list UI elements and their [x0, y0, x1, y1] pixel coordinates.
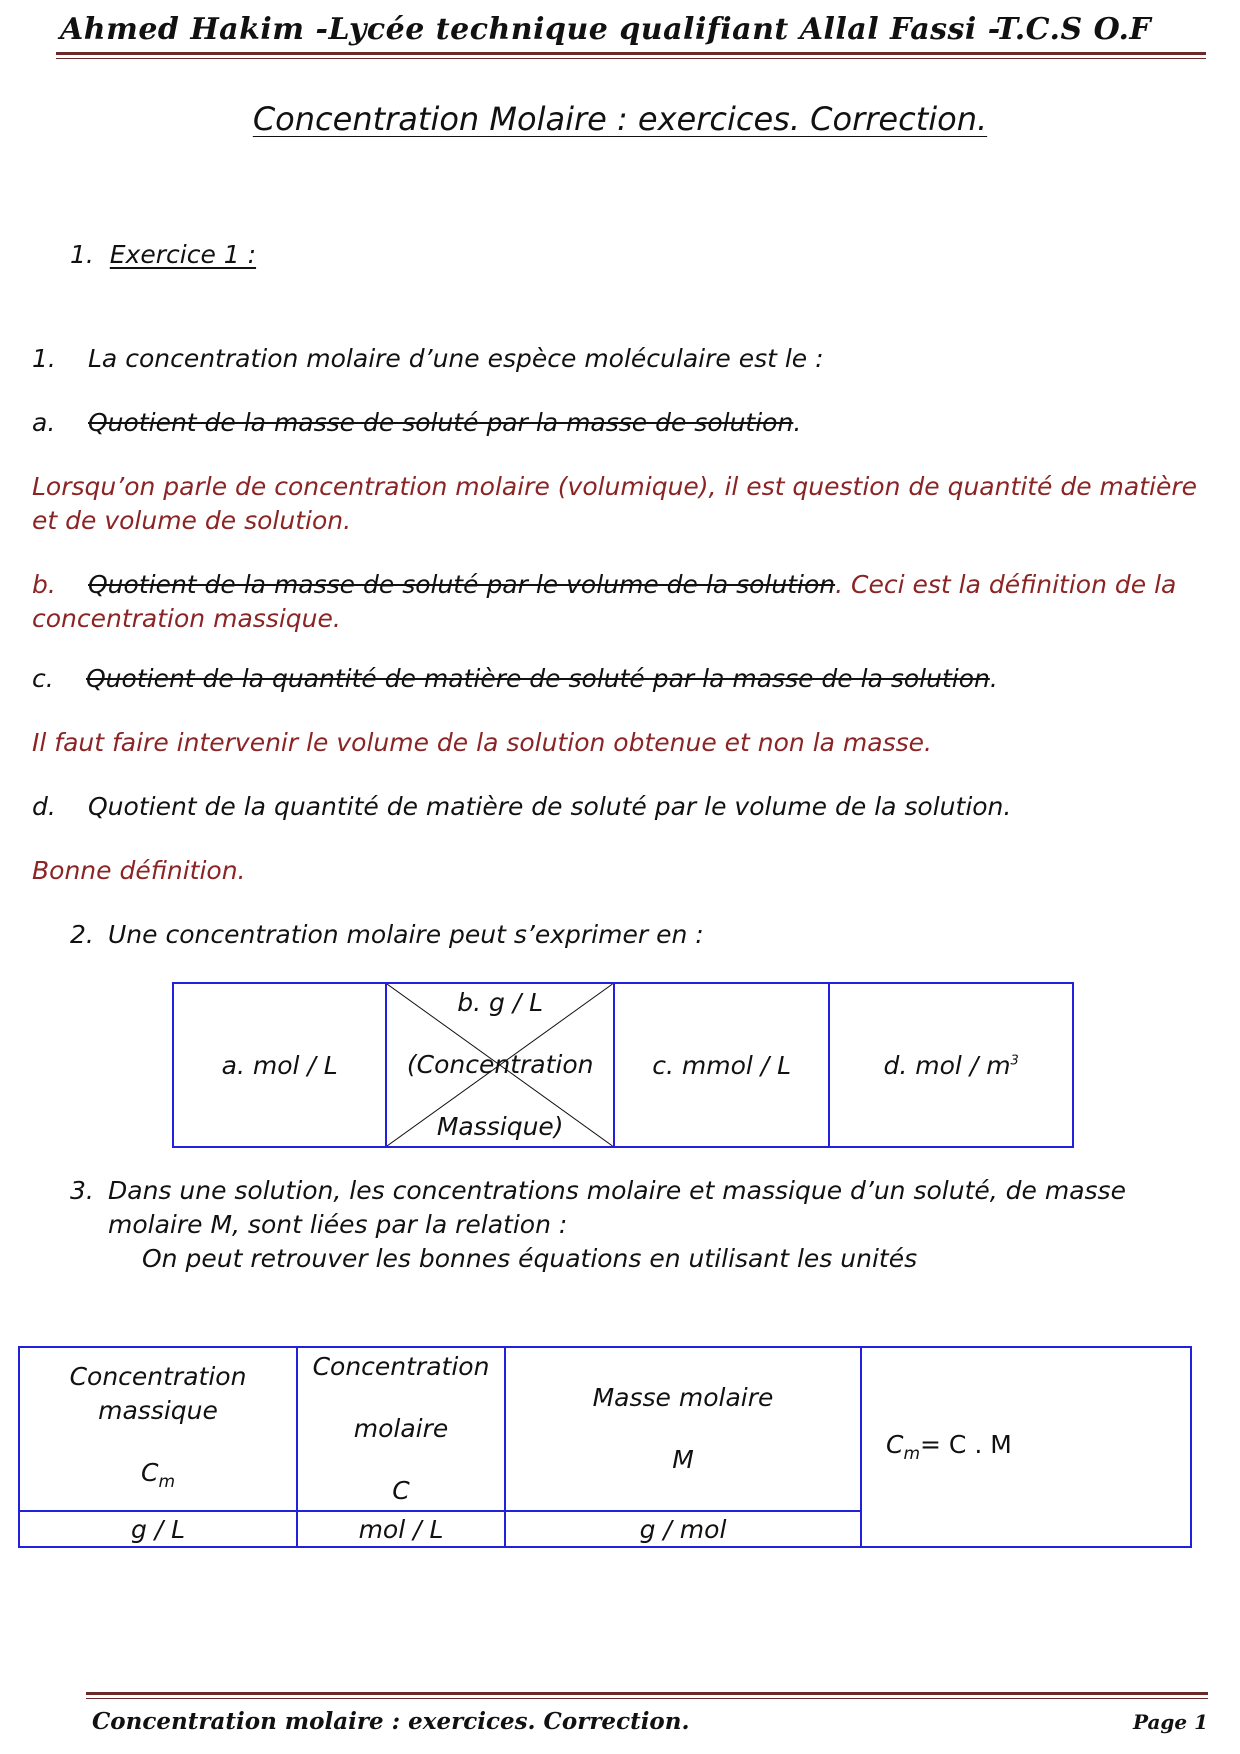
page-number: Page 1	[1132, 1710, 1208, 1734]
page-title: Concentration Molaire : exercices. Correction.	[252, 100, 988, 138]
molar-concentration-cell: Concentration molaire C	[297, 1347, 505, 1511]
q3-line3: On peut retrouver les bonnes équations en utilisant les unités	[142, 1244, 918, 1273]
q3-line1: 3. Dans une solution, les concentrations molaire et massique d’un soluté, de masse	[70, 1176, 1126, 1205]
molar-mass-cell: Masse molaire M	[505, 1347, 861, 1511]
unit-molar-mass: g / mol	[505, 1511, 861, 1547]
q1-comment-c: Il faut faire intervenir le volume de la solution obtenue et non la masse.	[32, 728, 932, 757]
q2-question: 2. Une concentration molaire peut s’exprimer en :	[70, 920, 704, 949]
formula-cell: $C_m= C$ . M	[861, 1347, 1191, 1547]
unit-option-c: c. mmol / L	[614, 983, 829, 1147]
header-rule	[56, 52, 1206, 55]
unit-option-d: d. mol / $m^3$	[829, 983, 1073, 1147]
page-header: Ahmed Hakim -Lycée technique qualifiant Allal Fassi -T.C.S O.F	[60, 12, 1152, 47]
unit-option-b: b. g / L (Concentration Massique)	[386, 983, 614, 1147]
units-table	[172, 982, 1074, 1148]
exercise-heading: 1. Exercice 1 :	[70, 240, 257, 269]
q1-question: 1. La concentration molaire d’une espèce moléculaire est le :	[32, 344, 824, 373]
q3-line2: molaire M, sont liées par la relation :	[108, 1210, 568, 1239]
relation-table	[18, 1346, 1192, 1548]
q1-option-b: b. Quotient de la masse de soluté par le volume de la solution. Ceci est la définition de la concentration massique.	[32, 570, 1177, 633]
footer-title: Concentration molaire : exercices. Correction.	[92, 1708, 690, 1735]
q1-comment-d: Bonne définition.	[32, 856, 246, 885]
unit-mass-concentration: g / L	[19, 1511, 297, 1547]
q1-option-a: a. Quotient de la masse de soluté par la masse de solution.	[32, 408, 802, 437]
q1-option-d: d. Quotient de la quantité de matière de soluté par le volume de la solution.	[32, 792, 1012, 821]
q1-comment-a: Lorsqu’on parle de concentration molaire (volumique), il est question de quantité de matière et de volume de solution.	[32, 472, 1198, 535]
header-rule-thin	[56, 58, 1206, 59]
mass-concentration-cell: Concentration massique $C_m$	[19, 1347, 297, 1511]
footer-rule-thin	[86, 1698, 1208, 1699]
unit-option-a: a. mol / L	[173, 983, 386, 1147]
footer-rule	[86, 1692, 1208, 1695]
q1-option-c: c. Quotient de la quantité de matière de soluté par la masse de la solution.	[32, 664, 998, 693]
unit-molar-concentration: mol / L	[297, 1511, 505, 1547]
